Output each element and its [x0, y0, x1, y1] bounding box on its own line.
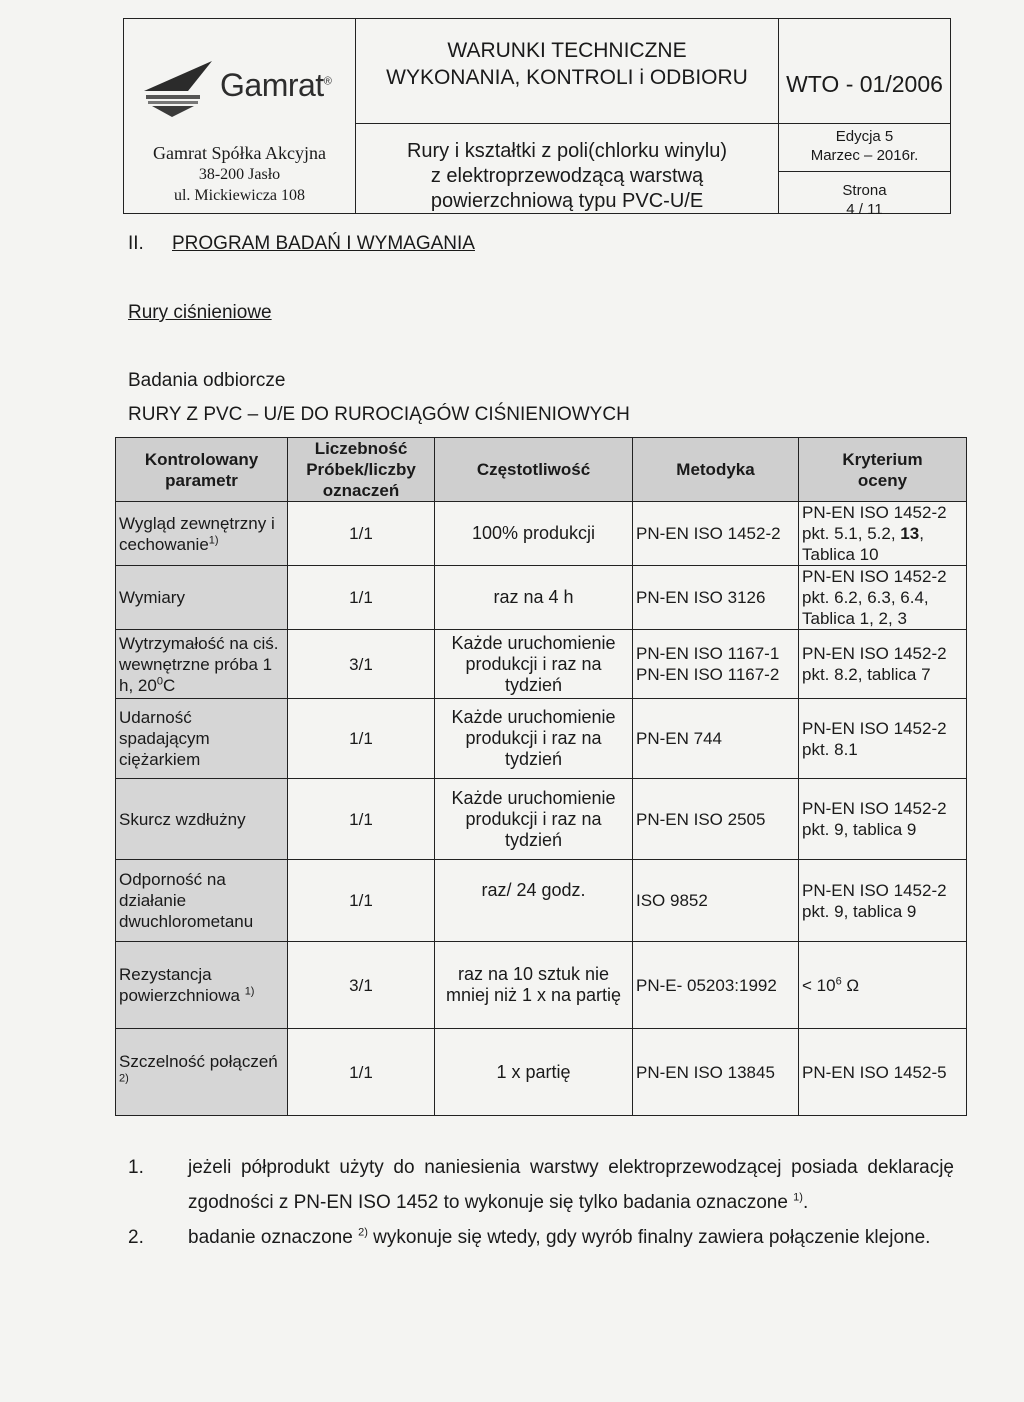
count-cell: 3/1 — [288, 630, 435, 699]
param-cell: Odporność na działanie dwuchlorometanu — [116, 860, 288, 942]
header-param: Kontrolowany parametr — [116, 438, 288, 502]
company-address — [124, 143, 355, 206]
criterion-cell: PN-EN ISO 1452-2 pkt. 9, tablica 9 — [799, 860, 967, 942]
count-cell: 1/1 — [288, 502, 435, 566]
count-cell: 1/1 — [288, 860, 435, 942]
frequency-cell: 1 x partię — [435, 1029, 633, 1116]
param-cell: Wymiary — [116, 566, 288, 630]
frequency-cell: raz na 10 sztuk nie mniej niż 1 x na partię — [435, 942, 633, 1029]
document-header — [123, 18, 951, 218]
footnote-tail: . — [802, 1192, 809, 1213]
frequency-cell: 100% produkcji — [435, 502, 633, 566]
company-name: Gamrat Spółka Akcyjna — [153, 143, 326, 163]
method-cell: PN-EN ISO 1167-1 PN-EN ISO 1167-2 — [633, 630, 799, 699]
frequency-cell: Każde uruchomienie produkcji i raz na tydzień — [435, 779, 633, 860]
subsection-title: Rury ciśnieniowe — [128, 302, 272, 323]
logo-mark-icon — [142, 61, 222, 117]
section-number: II. — [128, 233, 144, 254]
header-frequency: Częstotliwość — [435, 438, 633, 502]
param-cell: Skurcz wzdłużny — [116, 779, 288, 860]
table-row — [116, 699, 967, 779]
tests-title: Badania odbiorcze — [128, 370, 286, 391]
table-row — [116, 779, 967, 860]
criterion-cell: PN-EN ISO 1452-5 — [799, 1029, 967, 1116]
meta-cell — [779, 19, 950, 218]
footnote-sup: 1) — [793, 1191, 803, 1204]
header-method: Metodyka — [633, 438, 799, 502]
section-heading — [128, 233, 475, 255]
gamrat-logo — [142, 61, 352, 117]
frequency-cell: Każde uruchomienie produkcji i raz na tydzień — [435, 630, 633, 699]
footnote-text: badanie oznaczone — [188, 1227, 359, 1248]
method-cell: PN-EN ISO 3126 — [633, 566, 799, 630]
subject-line-1: Rury i kształtki z poli(chlorku winylu) — [406, 140, 728, 162]
criterion-cell: PN-EN ISO 1452-2 pkt. 9, tablica 9 — [799, 779, 967, 860]
edition-date: Marzec – 2016r. — [810, 147, 919, 164]
subject-line-3: powierzchniową typu PVC-U/E — [430, 190, 704, 212]
company-city: 38-200 Jasło — [198, 166, 281, 183]
footnote-tail: wykonuje się wtedy, gdy wyrób finalny zawiera połączenie klejone. — [367, 1227, 931, 1248]
brand-name: Gamrat® — [220, 67, 332, 103]
divider — [779, 171, 950, 172]
table-row — [116, 942, 967, 1029]
frequency-cell: raz na 4 h — [435, 566, 633, 630]
edition-info — [779, 127, 950, 165]
method-cell: PN-EN ISO 2505 — [633, 779, 799, 860]
footnote-item — [128, 1150, 954, 1220]
header-criterion: Kryterium oceny — [799, 438, 967, 502]
table-row — [116, 630, 967, 699]
company-street: ul. Mickiewicza 108 — [173, 187, 306, 204]
count-cell: 1/1 — [288, 699, 435, 779]
method-cell: ISO 9852 — [633, 860, 799, 942]
count-cell: 1/1 — [288, 1029, 435, 1116]
frequency-cell: raz/ 24 godz. — [435, 860, 633, 942]
title-cell — [356, 19, 779, 213]
table-row — [116, 566, 967, 630]
criterion-cell: PN-EN ISO 1452-2 pkt. 6.2, 6.3, 6.4, Tablica 1, 2, 3 — [799, 566, 967, 630]
param-cell: Udarność spadającym ciężarkiem — [116, 699, 288, 779]
document-subject — [356, 139, 778, 214]
company-cell — [124, 19, 356, 213]
table-row — [116, 1029, 967, 1116]
criterion-cell: < $10^6$ Ω — [799, 942, 967, 1029]
requirements-table — [115, 437, 967, 1116]
count-cell: 1/1 — [288, 779, 435, 860]
edition: Edycja 5 — [835, 128, 894, 145]
method-cell: PN-EN ISO 13845 — [633, 1029, 799, 1116]
footnote-item — [128, 1220, 954, 1255]
table-header-row — [116, 438, 967, 502]
table-row — [116, 502, 967, 566]
criterion-cell: PN-EN ISO 1452-2 pkt. 8.1 — [799, 699, 967, 779]
param-cell: Wygląd zewnętrzny i cechowanie$^{1)}$ — [116, 502, 288, 566]
divider — [356, 123, 778, 124]
footnote-text: jeżeli półprodukt użyty do naniesienia warstwy elektroprzewodzącej posiada deklarację zgodności z PN-EN ISO 1452 to wykonuje się tylko badania oznaczone — [188, 1157, 954, 1213]
title-line-2: WYKONANIA, KONTROLI i ODBIORU — [386, 66, 748, 89]
table-row — [116, 860, 967, 942]
title-line-1: WARUNKI TECHNICZNE — [447, 39, 687, 62]
footnote-number: 1. — [128, 1157, 144, 1178]
divider — [779, 123, 950, 124]
footnote-number: 2. — [128, 1227, 144, 1248]
param-cell: Szczelność połączeń $^{2)}$ — [116, 1029, 288, 1116]
page-label: Strona — [842, 182, 887, 199]
param-cell: Wytrzymałość na ciś. wewnętrzne próba 1 h, $20^0C$ — [116, 630, 288, 699]
document-code: WTO - 01/2006 — [786, 71, 943, 97]
method-cell: PN-E- 05203:1992 — [633, 942, 799, 1029]
method-cell: PN-EN ISO 1452-2 — [633, 502, 799, 566]
footnotes — [128, 1150, 954, 1255]
page-number — [779, 181, 950, 219]
param-cell: Rezystancja powierzchniowa $^{1)}$ — [116, 942, 288, 1029]
header-count: Liczebność Próbek/liczby oznaczeń — [288, 438, 435, 502]
subject-line-2: z elektroprzewodzącą warstwą — [430, 165, 704, 187]
document-title — [356, 37, 778, 91]
criterion-cell: PN-EN ISO 1452-2 pkt. 8.2, tablica 7 — [799, 630, 967, 699]
page-value: 4 / 11 — [846, 201, 883, 218]
method-cell: PN-EN 744 — [633, 699, 799, 779]
count-cell: 3/1 — [288, 942, 435, 1029]
tests-subtitle: RURY Z PVC – U/E DO RUROCIĄGÓW CIŚNIENIOWYCH — [128, 404, 630, 425]
section-title: PROGRAM BADAŃ I WYMAGANIA — [172, 233, 475, 254]
frequency-cell: Każde uruchomienie produkcji i raz na tydzień — [435, 699, 633, 779]
footnote-sup: 2) — [358, 1226, 368, 1239]
count-cell: 1/1 — [288, 566, 435, 630]
criterion-cell: PN-EN ISO 1452-2 pkt. 5.1, 5.2, 13, Tablica 10 — [799, 502, 967, 566]
